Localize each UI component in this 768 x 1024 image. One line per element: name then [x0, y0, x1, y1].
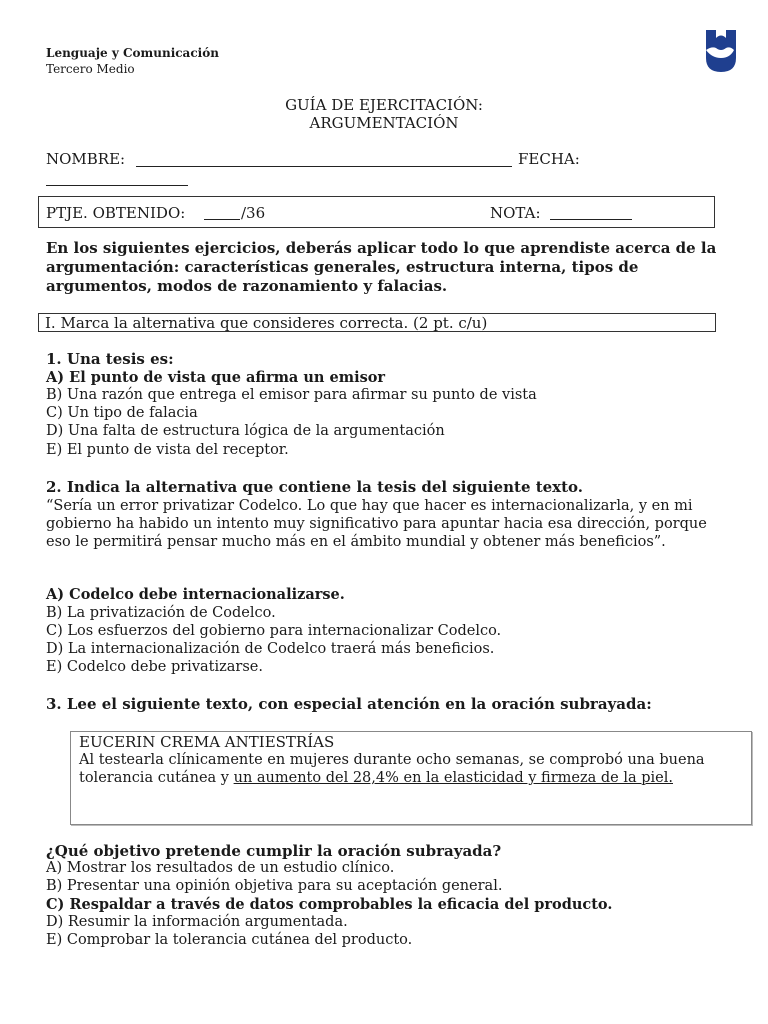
question-3: 3. Lee el siguiente texto, con especial atención en la oración subrayada:	[46, 695, 652, 713]
q1-option-e: E) El punto de vista del receptor.	[46, 442, 289, 458]
q3-option-c: C) Respaldar a través de datos comprobables la eficacia del producto.	[46, 896, 613, 913]
ad-text-plain: Al testearla clínicamente en mujeres durante ocho semanas, se comprobó una buena tolerancia cutánea y	[79, 752, 705, 786]
nombre-field[interactable]	[136, 166, 512, 167]
guide-subtitle: ARGUMENTACIÓN	[309, 114, 459, 132]
q2-option-b: B) La privatización de Codelco.	[46, 605, 276, 621]
q2-option-e: E) Codelco debe privatizarse.	[46, 659, 263, 675]
q3-option-d: D) Resumir la información argumentada.	[46, 914, 348, 930]
ad-title: EUCERIN CREMA ANTIESTRÍAS	[79, 733, 335, 751]
level-label: Tercero Medio	[46, 62, 135, 76]
q1-option-b: B) Una razón que entrega el emisor para afirmar su punto de vista	[46, 387, 537, 403]
q1-option-d: D) Una falta de estructura lógica de la argumentación	[46, 423, 445, 439]
question-1: 1. Una tesis es:	[46, 350, 174, 368]
nombre-label: NOMBRE:	[46, 150, 126, 168]
q3-option-a: A) Mostrar los resultados de un estudio clínico.	[46, 860, 395, 876]
section-header: I. Marca la alternativa que consideres correcta. (2 pt. c/u)	[38, 313, 716, 332]
q1-option-c: C) Un tipo de falacia	[46, 405, 198, 421]
nota-label: NOTA:	[490, 204, 541, 222]
school-logo-icon	[704, 28, 738, 74]
ad-text-underlined: un aumento del 28,4% en la elasticidad y firmeza de la piel.	[233, 770, 673, 786]
q2-option-d: D) La internacionalización de Codelco traerá más beneficios.	[46, 641, 495, 657]
instructions-paragraph: En los siguientes ejercicios, deberás aplicar todo lo que aprendiste acerca de la argumentación: características generales, estructura interna, tipos de argumentos, modos de razonamiento y falacias.	[46, 239, 717, 295]
q2-option-c: C) Los esfuerzos del gobierno para internacionalizar Codelco.	[46, 623, 502, 639]
nota-field[interactable]	[550, 219, 632, 220]
guide-title: GUÍA DE EJERCITACIÓN:	[285, 96, 483, 114]
fecha-field[interactable]	[46, 185, 188, 186]
subject-label: Lenguaje y Comunicación	[46, 46, 219, 60]
ptje-total: /36	[241, 204, 266, 222]
question-2: 2. Indica la alternativa que contiene la tesis del siguiente texto.	[46, 478, 584, 496]
q1-option-a: A) El punto de vista que afirma un emisor	[46, 369, 386, 386]
ptje-label: PTJE. OBTENIDO:	[46, 204, 186, 222]
ptje-field[interactable]	[204, 219, 240, 220]
q3-option-b: B) Presentar una opinión objetiva para su aceptación general.	[46, 878, 503, 894]
ad-text	[79, 751, 739, 787]
q3-option-e: E) Comprobar la tolerancia cutánea del producto.	[46, 932, 413, 948]
q3-prompt: ¿Qué objetivo pretende cumplir la oración subrayada?	[46, 842, 502, 860]
q2-quote: “Sería un error privatizar Codelco. Lo que hay que hacer es internacionalizarla, y en mi gobierno ha habido un intento muy significativo para apuntar hacia esa dirección, porque eso le permitirá pensar mucho más en el ámbito mundial y obtener más beneficios”.	[46, 498, 707, 550]
q2-option-a: A) Codelco debe internacionalizarse.	[46, 586, 345, 603]
fecha-label: FECHA:	[518, 150, 580, 168]
